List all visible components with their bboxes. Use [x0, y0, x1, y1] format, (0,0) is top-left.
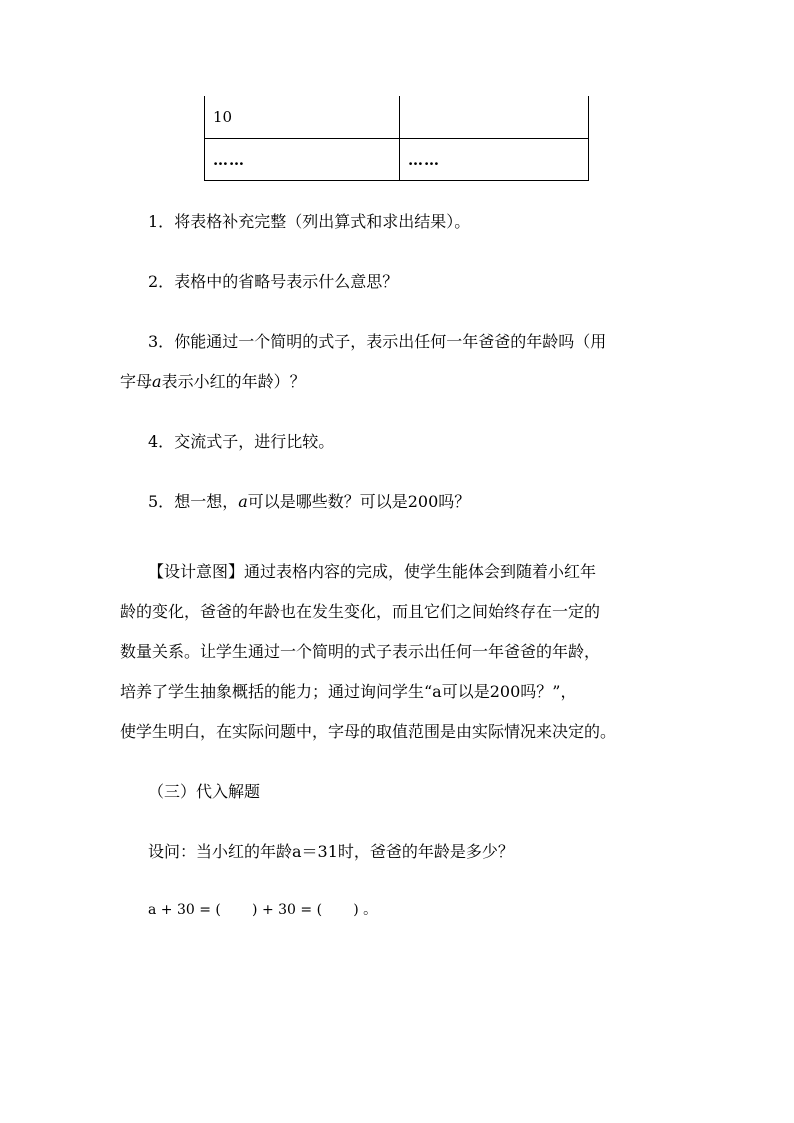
question-number: 5．	[148, 492, 175, 511]
question-4	[148, 432, 334, 452]
question-text: 字母	[120, 372, 153, 391]
question-text: 你能通过一个简明的式子，表示出任何一年爸爸的年龄吗（用	[174, 332, 607, 351]
variable-a: a	[152, 372, 162, 391]
question-text: 想一想，	[174, 492, 239, 511]
table-cell	[400, 96, 589, 139]
table-row	[205, 96, 589, 139]
question-text: 表示小红的年龄）？	[161, 372, 306, 391]
formula: a + 30 = ( ) + 30 = ( ) 。	[148, 902, 378, 918]
paragraph-line: 【设计意图】通过表格内容的完成，使学生能体会到随着小红年	[148, 562, 597, 581]
question-2	[148, 272, 398, 292]
question-3-line-2	[120, 372, 306, 392]
age-table	[204, 96, 589, 181]
design-intent-paragraph	[120, 552, 670, 752]
table-cell: ……	[400, 139, 589, 181]
question-1	[148, 212, 470, 232]
question-text: 表格中的省略号表示什么意思？	[174, 272, 399, 291]
section-question: 设问：当小红的年龄a＝31时，爸爸的年龄是多少？	[148, 842, 514, 861]
question-number: 1．	[148, 212, 175, 231]
paragraph-line: 培养了学生抽象概括的能力；通过询问学生“a可以是200吗？”，	[120, 682, 577, 701]
question-text: 将表格补充完整（列出算式和求出结果）。	[174, 212, 471, 231]
question-number: 2．	[148, 272, 175, 291]
question-3-line-1	[148, 332, 606, 352]
question-number: 3．	[148, 332, 175, 351]
question-text: 可以是哪些数？可以是200吗？	[247, 492, 471, 511]
section-heading: （三）代入解题	[148, 782, 261, 801]
variable-a: a	[238, 492, 248, 511]
paragraph-line: 数量关系。让学生通过一个简明的式子表示出任何一年爸爸的年龄，	[120, 642, 601, 661]
question-5	[148, 492, 470, 512]
table-cell: ……	[205, 139, 400, 181]
paragraph-line: 龄的变化，爸爸的年龄也在发生变化，而且它们之间始终存在一定的	[120, 602, 601, 621]
table-row	[205, 139, 589, 181]
question-text: 交流式子，进行比较。	[174, 432, 335, 451]
question-number: 4．	[148, 432, 175, 451]
paragraph-line: 使学生明白，在实际问题中，字母的取值范围是由实际情况来决定的。	[120, 722, 617, 741]
table-cell: 10	[205, 96, 400, 139]
